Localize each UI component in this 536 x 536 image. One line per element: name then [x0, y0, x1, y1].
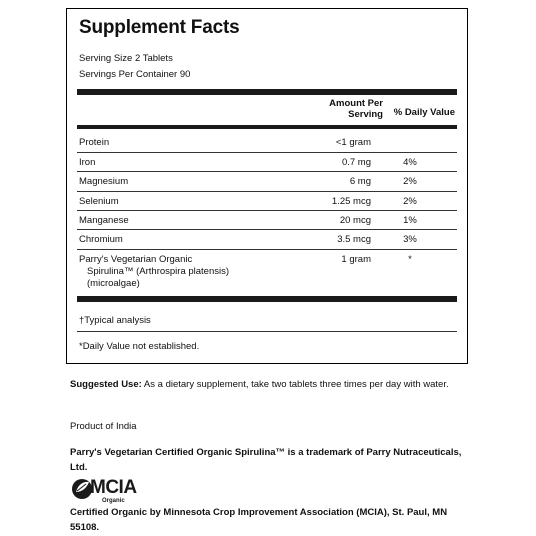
nutrient-name: Chromium: [79, 234, 123, 245]
supplement-facts-panel: [66, 8, 468, 364]
header-amount-line1: Amount Per: [329, 98, 383, 109]
serving-size: Serving Size 2 Tablets: [79, 53, 173, 64]
nutrient-dv: 1%: [403, 215, 417, 226]
nutrient-row: [77, 191, 457, 210]
mcia-organic-logo: [70, 476, 160, 506]
nutrient-row: [77, 210, 457, 229]
header-amount-per-serving: [329, 98, 383, 120]
nutrient-dv: 2%: [403, 196, 417, 207]
nutrient-amount: <1 gram: [335, 137, 371, 148]
nutrient-dv: 2%: [403, 176, 417, 187]
logo-subtext: Organic: [102, 498, 125, 504]
suggested-use-text: As a dietary supplement, take two tablets three times per day with water.: [143, 379, 449, 390]
nutrient-name: Magnesium: [79, 176, 129, 187]
footnote-typical: †Typical analysis: [79, 315, 151, 326]
nutrient-dv: *: [408, 254, 412, 265]
nutrient-name: [79, 254, 299, 290]
nutrient-row: [77, 171, 457, 190]
nutrient-name: Selenium: [79, 196, 119, 207]
nutrient-row: [77, 152, 457, 171]
rows-bottom-divider: [77, 296, 457, 302]
nutrient-amount: 0.7 mg: [341, 157, 371, 168]
suggested-use-label: Suggested Use:: [70, 379, 142, 390]
spirulina-line3: (microalgae): [87, 278, 140, 289]
header-daily-value: % Daily Value: [393, 107, 455, 118]
nutrient-amount: 1 gram: [341, 254, 371, 265]
suggested-use: [70, 377, 470, 392]
nutrient-row: [77, 133, 457, 152]
header-amount-line2: Serving: [348, 109, 383, 120]
certification-text: Certified Organic by Minnesota Crop Improvement Association (MCIA), St. Paul, MN 55108.: [70, 507, 448, 533]
nutrient-amount: 20 mcg: [339, 215, 371, 226]
trademark-text: Parry's Vegetarian Certified Organic Spirulina™ is a trademark of Parry Nutraceuticals, Ltd.: [70, 447, 462, 473]
nutrient-name: Protein: [79, 137, 110, 148]
nutrient-amount: 6 mg: [349, 176, 371, 187]
footnote-daily-value: *Daily Value not established.: [79, 341, 200, 352]
nutrient-row: [77, 229, 457, 248]
panel-title: Supplement Facts: [79, 17, 240, 38]
rows-top-divider: [77, 125, 457, 129]
servings-per-container: Servings Per Container 90: [79, 69, 191, 80]
nutrient-row-spirulina: [77, 249, 457, 295]
footnote-divider: [77, 331, 457, 332]
header-divider: [77, 89, 457, 95]
nutrient-name: Iron: [79, 157, 96, 168]
nutrient-dv: 4%: [403, 157, 417, 168]
spirulina-line1: Parry's Vegetarian Organic: [79, 254, 193, 265]
nutrient-dv: 3%: [403, 234, 417, 245]
spirulina-line2: Spirulina™ (Arthrospira platensis): [87, 266, 230, 277]
logo-text: MCIA: [90, 477, 137, 498]
nutrient-amount: 1.25 mcg: [331, 196, 371, 207]
nutrient-name: Manganese: [79, 215, 129, 226]
origin-text: Product of India: [70, 421, 137, 432]
nutrient-amount: 3.5 mcg: [337, 234, 371, 245]
